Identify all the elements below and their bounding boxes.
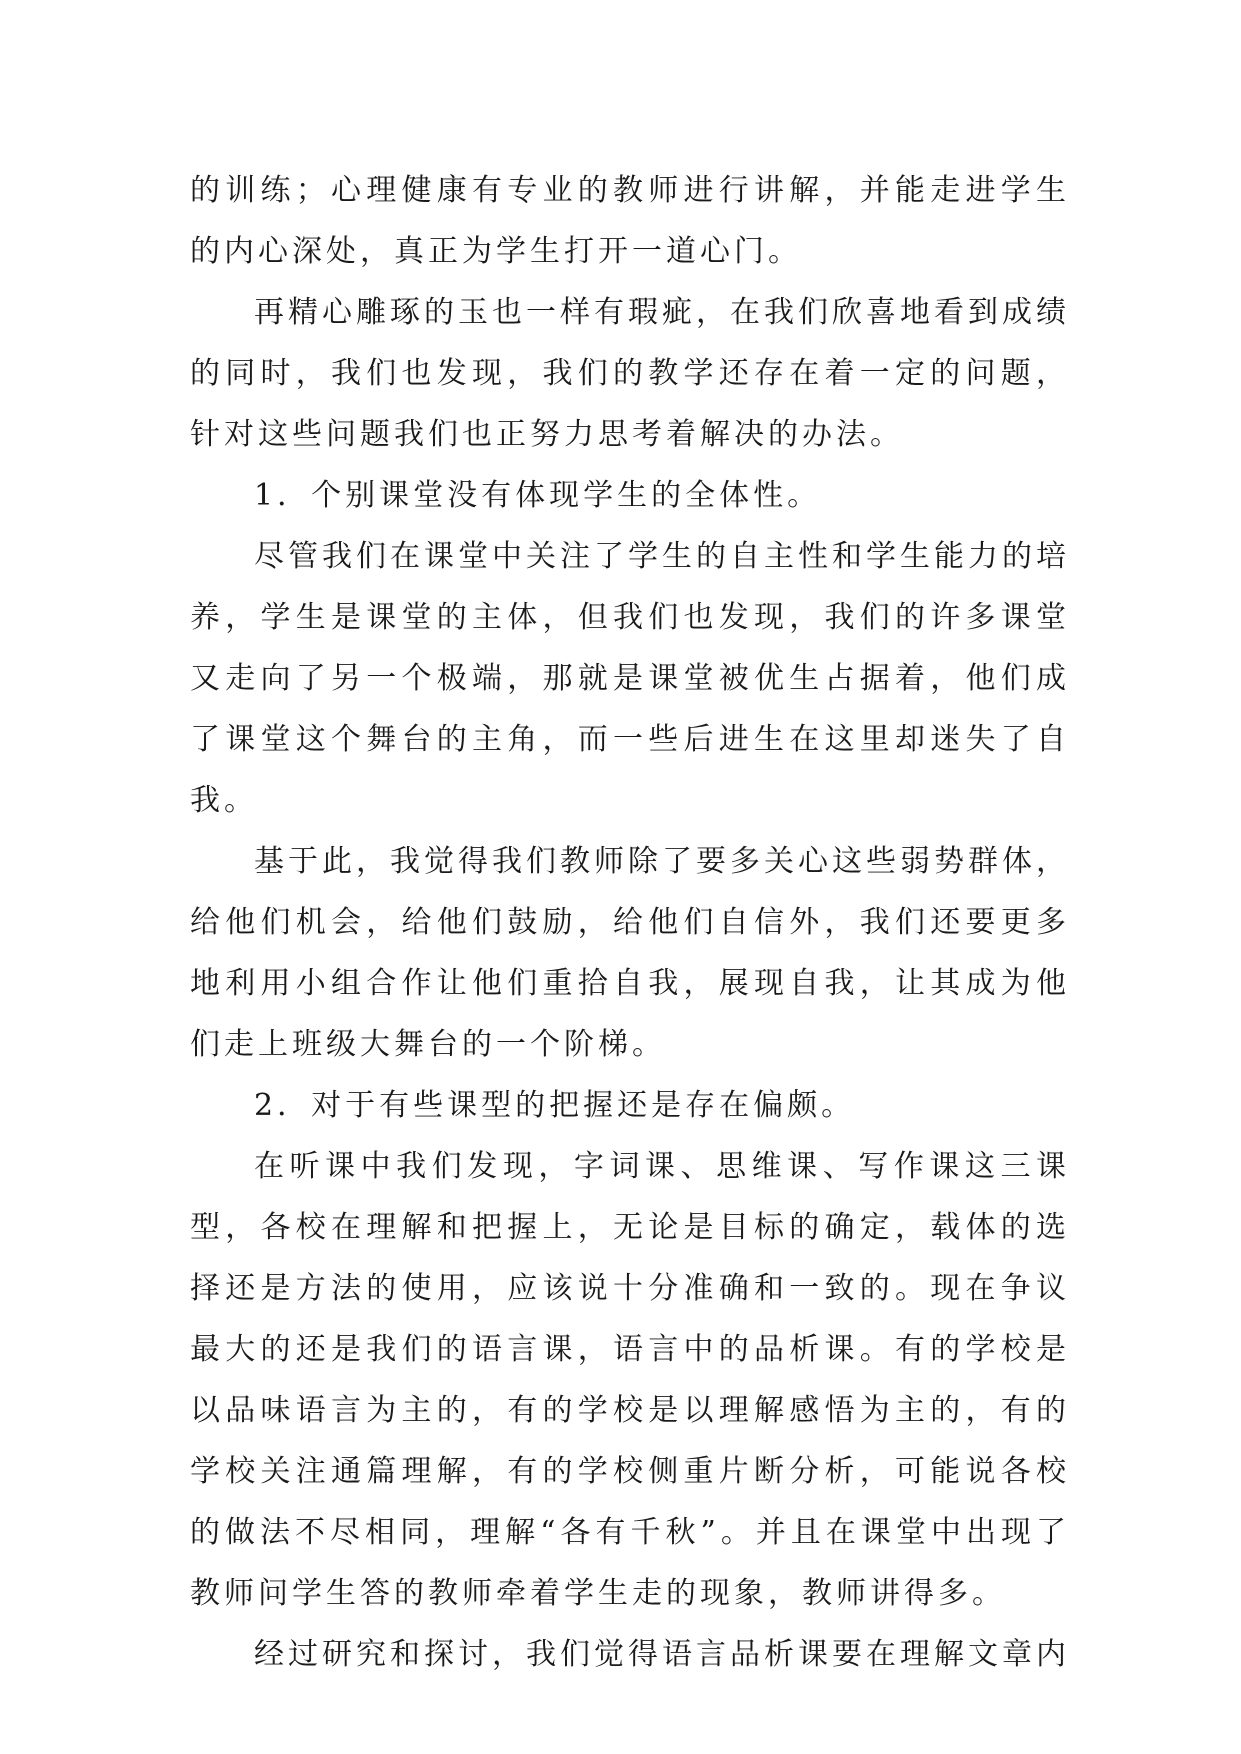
document-page xyxy=(190,160,1070,1685)
paragraph-3: 尽管我们在课堂中关注了学生的自主性和学生能力的培养，学生是课堂的主体，但我们也发现，我们的许多课堂又走向了另一个极端，那就是课堂被优生占据着，他们成了课堂这个舞台的主角，而一些后进生在这里却迷失了自我。 xyxy=(190,539,1070,818)
paragraph-4: 基于此，我觉得我们教师除了要多关心这些弱势群体，给他们机会，给他们鼓励，给他们自信外，我们还要更多地利用小组合作让他们重拾自我，展现自我，让其成为他们走上班级大舞台的一个阶梯。 xyxy=(190,844,1070,1062)
list-item-1-heading: 1．个别课堂没有体现学生的全体性。 xyxy=(254,478,822,513)
paragraph-6: 经过研究和探讨，我们觉得语言品析课要在理解文章内 xyxy=(254,1637,1070,1672)
paragraph-5: 在听课中我们发现，字词课、思维课、写作课这三课型，各校在理解和把握上，无论是目标的确定，载体的选择还是方法的使用，应该说十分准确和一致的。现在争议最大的还是我们的语言课，语言中的品析课。有的学校是以品味语言为主的，有的学校是以理解感悟为主的，有的学校关注通篇理解，有的学校侧重片断分析，可能说各校的做法不尽相同，理解“各有千秋”。并且在课堂中出现了教师问学生答的教师牵着学生走的现象，教师讲得多。 xyxy=(190,1149,1070,1611)
list-item-2-heading: 2．对于有些课型的把握还是存在偏颇。 xyxy=(254,1088,856,1123)
paragraph-2: 再精心雕琢的玉也一样有瑕疵，在我们欣喜地看到成绩的同时，我们也发现，我们的教学还存在着一定的问题，针对这些问题我们也正努力思考着解决的办法。 xyxy=(190,295,1070,452)
paragraph-1: 的训练；心理健康有专业的教师进行讲解，并能走进学生的内心深处，真正为学生打开一道心门。 xyxy=(190,173,1070,269)
